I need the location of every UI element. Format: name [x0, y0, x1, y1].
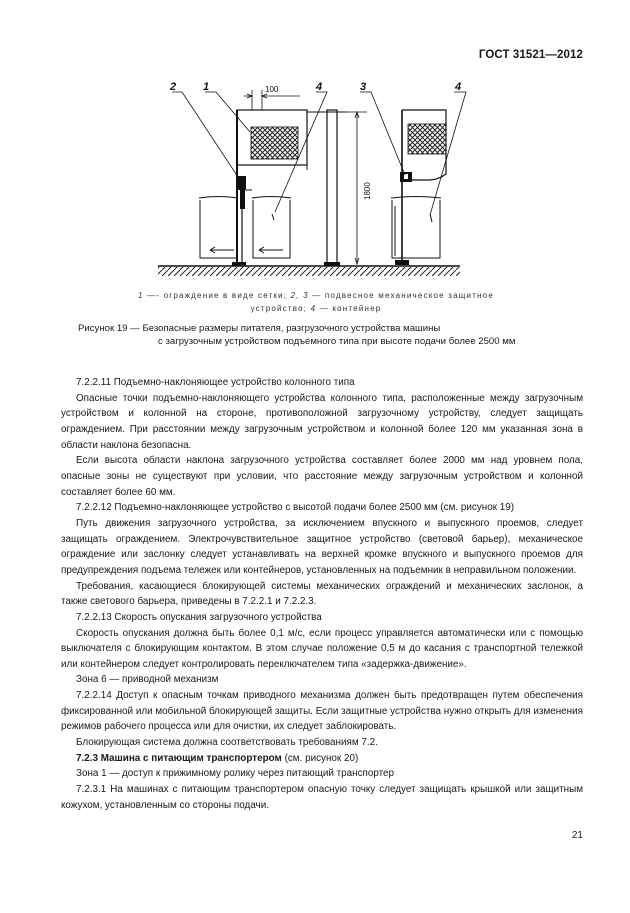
paragraph: 7.2.3 Машина с питающим транспортером (см. рисунок 20)	[76, 752, 359, 764]
paragraph: Зона 1 — доступ к прижимному ролику через питающий транспортер	[76, 768, 395, 780]
paragraph: 7.2.2.14 Доступ к опасным точкам приводного механизма должен быть предотвращен путем обеспечения фиксированной или мобильной блокирующей защиты. Если защитные устройства нужно открыть для изменения режимов рабочего процесса или для очистки, их следует заблокировать.	[61, 690, 583, 733]
machine-right	[400, 110, 446, 265]
figure-legend: 1 —- ограждение в виде сетки; 2, 3 — подвесное механическое защитное устройство; 4 — контейнер	[138, 291, 494, 313]
body-text	[61, 375, 583, 813]
paragraph: 7.2.2.13 Скорость опускания загрузочного устройства	[76, 611, 322, 623]
figure-caption	[78, 323, 554, 348]
paragraph: Путь движения загрузочного устройства, за исключением впускного и выпускного проемов, следует защищать ограждением. Электрочувствительное защитное устройство (световой барьер), механическое ограждение или заслонку следует устанавливать на верхней кромке впускного и выпускного проемов для предупреждения подъема тележек или контейнеров, установленных на подъемник в неправильном положении.	[61, 517, 583, 576]
callout-3: 3	[360, 81, 367, 93]
figure-19-drawing	[0, 70, 630, 285]
machine-left	[236, 110, 307, 265]
callout-2: 2	[170, 81, 177, 93]
paragraph: Если высота области наклона загрузочного устройства составляет более 2000 мм над уровнем пола, опасные зоны не существуют при условии, что расстояние между загрузочным устройством и колонной составляет более 60 мм.	[61, 455, 583, 498]
caption-line-2: с загрузочным устройством подъемного типа при высоте подачи более 2500 мм	[158, 335, 516, 347]
floor	[158, 266, 460, 276]
paragraph: Блокирующая система должна соответствовать требованиям 7.2.	[76, 737, 378, 749]
paragraph: Требования, касающиеся блокирующей системы механических ограждений и механических заслонок, а также светового барьера, приведены в 7.2.2.1 и 7.2.2.3.	[61, 580, 583, 608]
paragraph: Опасные точки подъемно-наклоняющего устройства колонного типа, расположенные между загрузочным устройством и колонной на стороне, противоположной загрузочному устройству, следует защищать ограждением. При расстоянии между загрузочным устройством и колонной более 120 мм указанная зона в области наклона безопасна.	[61, 392, 583, 451]
paragraph: 7.2.3.1 На машинах с питающим транспортером опасную точку следует защищать крышкой или защитным кожухом, установленным со стороны подачи.	[61, 784, 583, 811]
container-right	[391, 197, 441, 266]
dimension-100-label: 100	[265, 85, 279, 94]
callout-1: 1	[203, 81, 210, 93]
page-number: 21	[571, 830, 583, 841]
caption-line-1: Рисунок 19 — Безопасные размеры питателя, разгрузочного устройства машины	[78, 323, 441, 334]
paragraph: Скорость опускания должна быть более 0,1 м/с, если процесс управляется автоматически или с помощью выключателя с блокирующим контактом. В этом случае положение 0,5 м до касания с транспортной тележкой или контейнером следует контролировать переключателем типа «задержка-движение».	[61, 627, 583, 670]
callout-4-right: 4	[455, 81, 462, 93]
paragraph: Зона 6 — приводной механизм	[76, 674, 219, 686]
dimension-1800-label: 1800	[363, 182, 372, 200]
callout-4-left: 4	[316, 81, 323, 93]
paragraph: 7.2.2.11 Подъемно-наклоняющее устройство колонного типа	[76, 377, 355, 388]
document-code-header: ГОСТ 31521—2012	[478, 49, 583, 61]
paragraph: 7.2.2.12 Подъемно-наклоняющее устройство с высотой подачи более 2500 мм (см. рисунок 19)	[76, 502, 515, 514]
